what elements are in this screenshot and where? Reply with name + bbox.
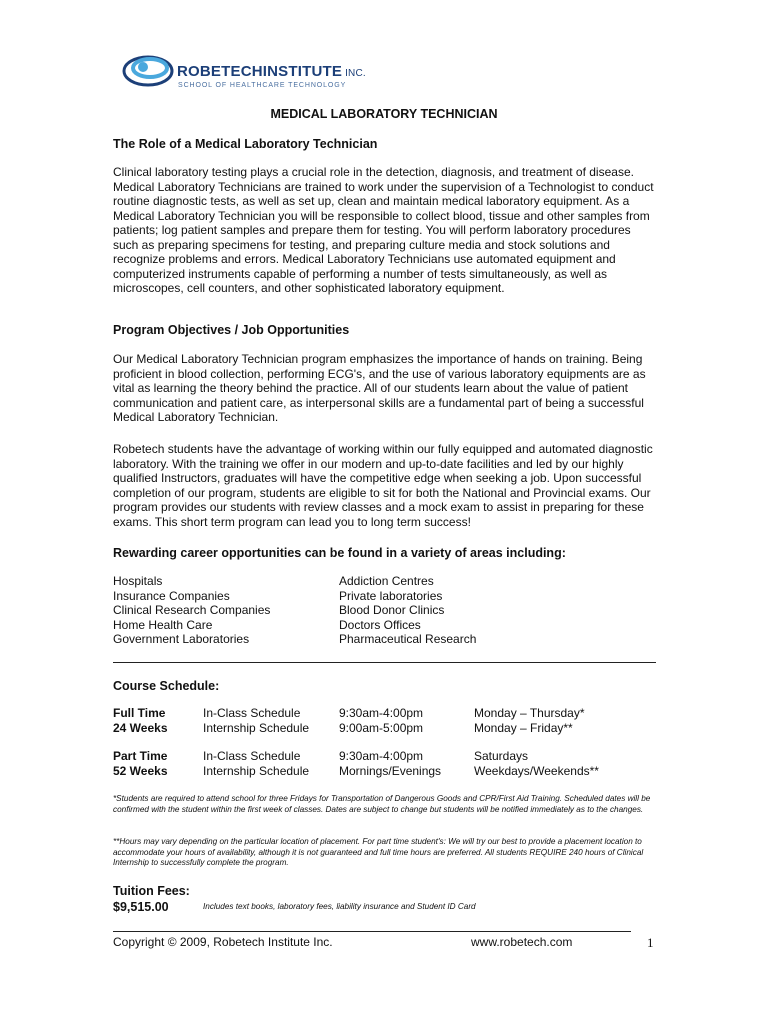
schedule-program: Full Time	[113, 706, 166, 720]
document-title: MEDICAL LABORATORY TECHNICIAN	[270, 107, 498, 121]
schedule-program: Part Time	[113, 749, 168, 763]
page-number: 1	[647, 935, 654, 950]
schedule-footnote-1: *Students are required to attend school for three Fridays for Transportation of Dangerous Goods and CPR/First Aid Training. Scheduled dates will be confirmed with the student within the first week of classes. Dates are subject to change but students will be notified immediately as to the changes.	[113, 794, 651, 814]
schedule-type: Internship Schedule	[203, 764, 310, 778]
role-heading: The Role of a Medical Laboratory Technician	[113, 137, 378, 151]
careers-list-right	[339, 574, 476, 647]
schedule-row	[113, 764, 673, 779]
list-item: Pharmaceutical Research	[339, 632, 477, 647]
tuition-amount: $9,515.00	[113, 900, 169, 914]
list-item: Hospitals	[113, 574, 163, 588]
list-item: Home Health Care	[113, 617, 213, 632]
logo-swirl-icon	[121, 46, 181, 100]
tuition-label: Tuition Fees:	[113, 884, 190, 898]
footer-website[interactable]: www.robetech.com	[471, 935, 573, 949]
schedule-row	[113, 706, 673, 721]
robetech-logo	[121, 46, 421, 100]
schedule-days: Saturdays	[474, 749, 529, 763]
schedule-days: Monday – Thursday*	[474, 706, 585, 720]
objectives-paragraph-2: Robetech students have the advantage of working within our fully equipped and automated diagnostic laboratory. With the training we offer in our modern and up-to-date facilities and led by our highly qualified Instructors, graduates will have the competitive edge when seeking a job. Upon successful completion of our program, students are eligible to sit for both the National and Provincial exams. Our program provides our students with review classes and a mock exam to assist in preparing for these exams. This short term program can lead you to long term success!	[113, 442, 653, 529]
list-item: Addiction Centres	[339, 574, 434, 588]
list-item: Doctors Offices	[339, 617, 421, 632]
role-paragraph: Clinical laboratory testing plays a crucial role in the detection, diagnosis, and treatment of disease. Medical Laboratory Technicians are trained to work under the supervision of a Technologist to conduct routine diagnostic tests, as well as set up, clean and maintain medical laboratory equipment. As a Medical Laboratory Technician you will be responsible to collect blood, tissue and other samples from patients; log patient samples and prepare them for testing. You will perform laboratory procedures such as preparing specimens for testing, and preparing culture media and stock solutions and recognize problems and errors. Medical Laboratory Technicians use automated equipment and computerized instruments capable of performing a number of tests simultaneously, as well as microscopes, cell counters, and other sophisticated laboratory equipment.	[113, 165, 654, 296]
logo-name: ROBETECHINSTITUTE INC.	[177, 63, 366, 80]
objectives-paragraph-1: Our Medical Laboratory Technician program emphasizes the importance of hands on training. Being proficient in blood collection, performing ECG's, and the use of various laboratory equipments are as vital as learning the theory behind the practice. All of our students learn about the value of patient communication and patient care, as interpersonal skills are a fundamental part of being a successful Medical Laboratory Technician.	[113, 352, 646, 425]
schedule-footnote-2: **Hours may vary depending on the particular location of placement. For part time student's: We will try our best to provide a placement location to accommodate your hours of availability, although it is not guaranteed and full time hours are preferred. All students REQUIRE 240 hours of Clinical Internship to successfully complete the program.	[113, 837, 644, 867]
schedule-row	[113, 749, 673, 764]
schedule-table	[113, 706, 673, 779]
list-item: Government Laboratories	[113, 632, 250, 647]
schedule-hours: 9:30am-4:00pm	[339, 749, 424, 763]
schedule-days: Monday – Friday**	[474, 721, 573, 735]
schedule-hours: 9:30am-4:00pm	[339, 706, 424, 720]
careers-heading: Rewarding career opportunities can be found in a variety of areas including:	[113, 546, 566, 560]
schedule-days: Weekdays/Weekends**	[474, 764, 599, 778]
footer-copyright: Copyright © 2009, Robetech Institute Inc.	[113, 935, 333, 949]
list-item: Insurance Companies	[113, 588, 230, 603]
section-divider	[113, 662, 656, 663]
schedule-type: In-Class Schedule	[203, 706, 301, 720]
list-item: Blood Donor Clinics	[339, 603, 445, 618]
schedule-heading: Course Schedule:	[113, 679, 220, 693]
list-item: Private laboratories	[339, 588, 443, 603]
schedule-hours: Mornings/Evenings	[339, 764, 442, 778]
tuition-note: Includes text books, laboratory fees, liability insurance and Student ID Card	[203, 902, 476, 911]
careers-list-left	[113, 574, 270, 647]
schedule-type: In-Class Schedule	[203, 749, 301, 763]
schedule-type: Internship Schedule	[203, 721, 310, 735]
list-item: Clinical Research Companies	[113, 603, 271, 618]
logo-tagline: SCHOOL OF HEALTHCARE TECHNOLOGY	[178, 82, 347, 89]
footer-divider	[113, 931, 631, 932]
schedule-row	[113, 721, 673, 736]
objectives-heading: Program Objectives / Job Opportunities	[113, 323, 350, 337]
schedule-program: 24 Weeks	[113, 721, 168, 735]
schedule-program: 52 Weeks	[113, 764, 168, 778]
schedule-hours: 9:00am-5:00pm	[339, 721, 424, 735]
